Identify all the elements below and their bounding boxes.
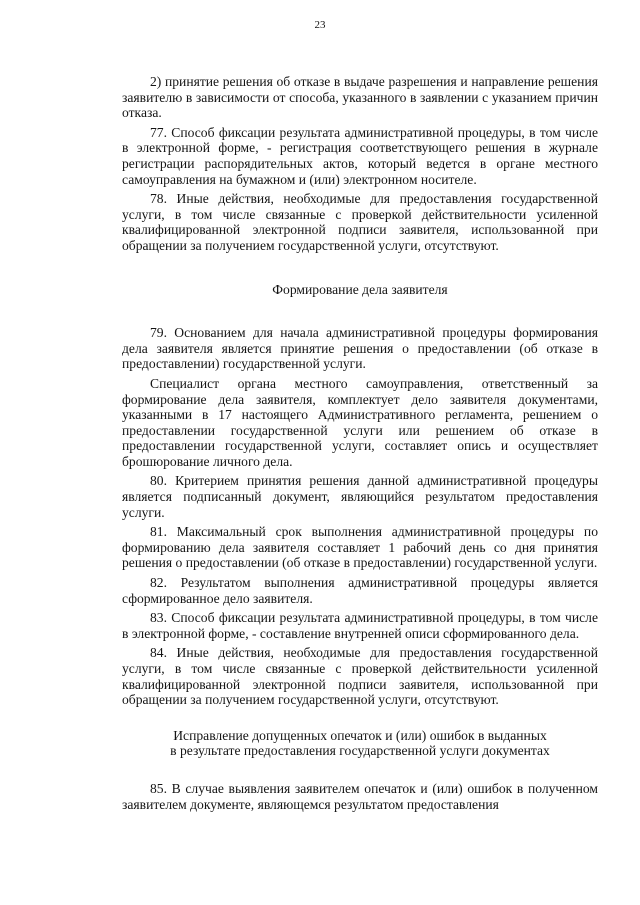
paragraph-77: 77. Способ фиксации результата административной процедуры, в том числе в электронной форме, - регистрация соответствующего решения в журнале регистрации распорядительных актов, который ведется в органе местного самоуправления на бумажном и (или) электронном носителе. xyxy=(122,124,598,187)
section-heading-corrections xyxy=(122,728,598,759)
paragraph-78: 78. Иные действия, необходимые для предоставления государственной услуги, в том числе связанные с проверкой действительности усиленной квалифицированной электронной подписи заявителя, использованной при обращении за получением государственной услуги, отсутствуют. xyxy=(122,191,598,253)
paragraph-item-2: 2) принятие решения об отказе в выдаче разрешения и направление решения заявителю в зависимости от способа, указанного в заявлении с указанием причин отказа. xyxy=(122,74,598,121)
paragraph-80: 80. Критерием принятия решения данной административной процедуры является подписанный документ, являющийся результатом предоставления услуги. xyxy=(122,473,598,520)
page-number: 23 xyxy=(314,19,326,31)
paragraph-85: 85. В случае выявления заявителем опечаток и (или) ошибок в полученном заявителем документе, являющемся результатом предоставления xyxy=(122,780,598,812)
document-body xyxy=(122,74,598,816)
paragraph-81: 81. Максимальный срок выполнения административной процедуры по формированию дела заявителя составляет 1 рабочий день со дня принятия решения о предоставлении (об отказе в предоставлении) государственной услуги. xyxy=(122,524,598,571)
section-heading-line-1: Исправление допущенных опечаток и (или) ошибок в выданных xyxy=(173,727,547,743)
paragraph-83: 83. Способ фиксации результата административной процедуры, в том числе в электронной форме, - составление внутренней описи сформированного дела. xyxy=(122,610,598,641)
paragraph-79: 79. Основанием для начала административной процедуры формирования дела заявителя является принятие решения о предоставлении (об отказе в предоставлении) государственной услуги. xyxy=(122,325,598,372)
section-heading-line-2: в результате предоставления государственной услуги документах xyxy=(170,743,550,759)
paragraph-84: 84. Иные действия, необходимые для предоставления государственной услуги, в том числе связанные с проверкой действительности усиленной квалифицированной электронной подписи заявителя, использованной при обращении за получением государственной услуги, отсутствуют. xyxy=(122,645,598,708)
paragraph-82: 82. Результатом выполнения административной процедуры является сформированное дело заявителя. xyxy=(122,575,598,606)
section-heading-case-formation: Формирование дела заявителя xyxy=(272,281,448,297)
paragraph-specialist: Специалист органа местного самоуправления, ответственный за формирование дела заявителя, комплектует дело заявителя документами, указанными в 17 настоящего Административного регламента, решением о предоставлении государственной услуги или решением об отказе в предоставлении государственной услуги, составляет опись и осуществляет брошюрование личного дела. xyxy=(122,375,598,469)
